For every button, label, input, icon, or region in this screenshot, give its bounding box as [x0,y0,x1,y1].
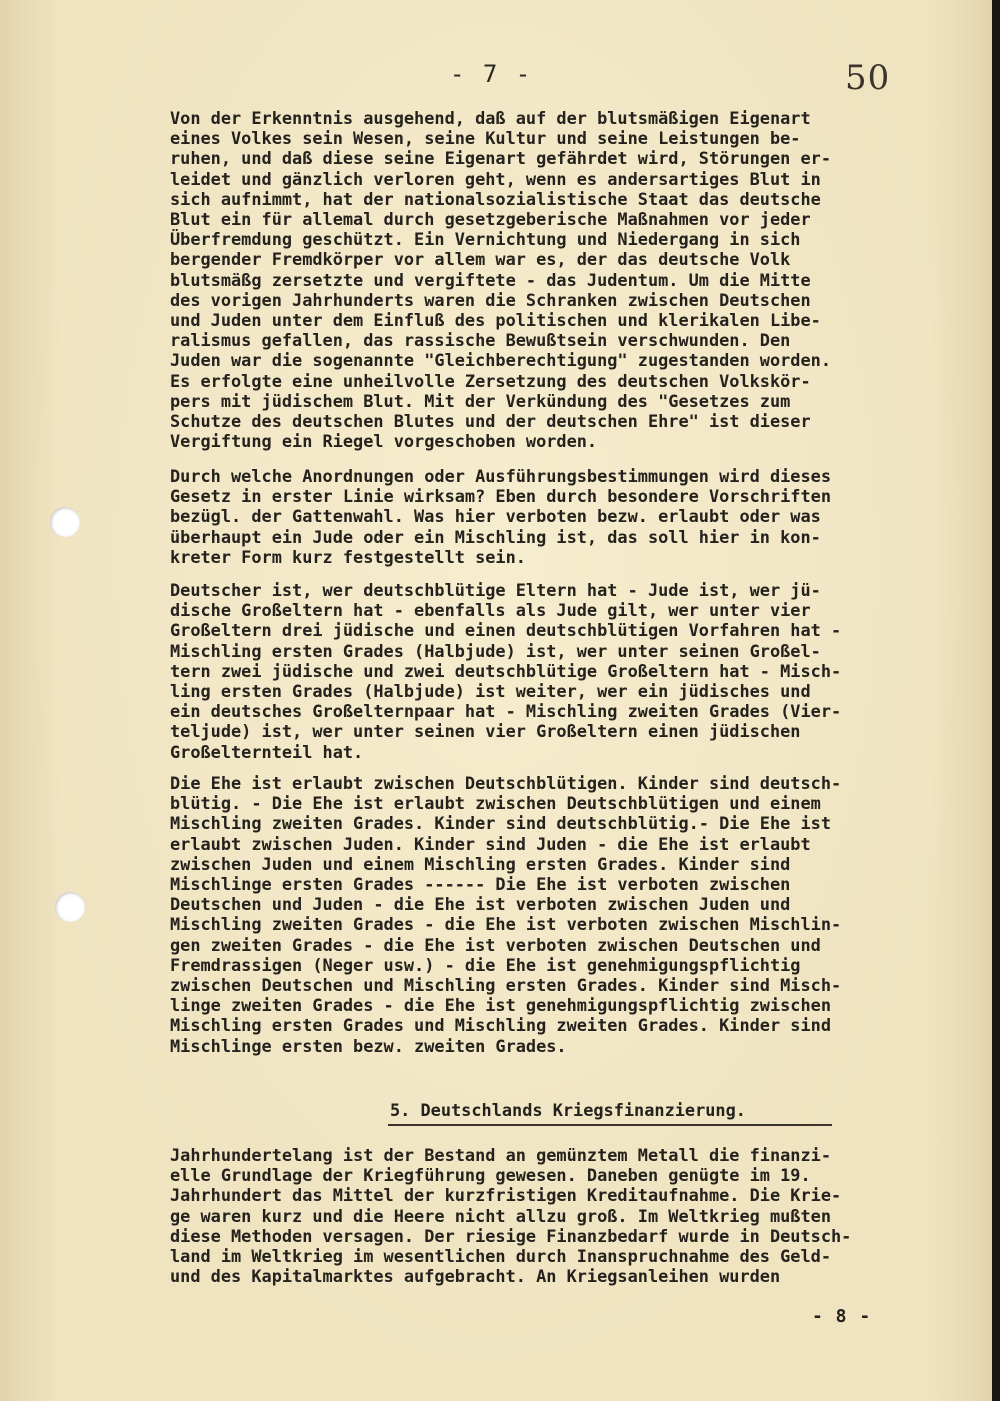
section-heading: 5. Deutschlands Kriegsfinanzierung. [390,1100,746,1120]
paragraph-blood-purity: Von der Erkenntnis ausgehend, daß auf der blutsmäßigen Eigenart eines Volkes sein Wesen, seine Kultur und seine Leistungen be- ruhen, und daß diese seine Eigenart gefährdet wird, Störungen er- leidet und gänzlich verloren geht, wenn es andersartiges Blut in sich aufnimmt, hat der nationalsozialistische Staat das deutsche Blut ein für allemal durch gesetzgeberische Maßnahmen vor jeder Überfremdung geschützt. Ein Vernichtung und Niedergang in sich bergender Fremdkörper vor allem war es, der das deutsche Volk blutsmäßg zersetzte und vergiftete - das Judentum. Um die Mitte des vorigen Jahrhunderts waren die Schranken zwischen Deutschen und Juden unter dem Einfluß des politischen und klerikalen Libe- ralismus gefallen, das rassische Bewußtsein verschwunden. Den Juden war die sogenannte "Gleichberechtigung" zugestanden worden. Es erfolgte eine unheilvolle Zersetzung des deutschen Volkskör- pers mit jüdischem Blut. Mit der Verkündung des "Gesetzes zum Schutze des deutschen Blutes und der deutschen Ehre" ist dieser Vergiftung ein Riegel vorgeschoben worden. [170,108,831,452]
punch-hole [50,507,80,537]
paragraph-war-financing: Jahrhundertelang ist der Bestand an gemünztem Metall die finanzi- elle Grundlage der Kriegführung gewesen. Daneben genügte im 19. Jahrhundert das Mittel der kurzfristigen Kreditaufnahme. Die Krie- ge waren kurz und die Heere nicht allzu groß. Im Weltkrieg mußten diese Methoden versagen. Der riesige Finanzbedarf wurde in Deutsch- land im Weltkrieg im wesentlichen durch Inanspruchnahme des Geld- und des Kapitalmarktes aufgebracht. An Kriegsanleihen wurden [170,1145,852,1287]
heading-underline [388,1124,832,1126]
page-number: - 7 - [450,60,533,88]
archive-folio-number: 50 [845,58,891,98]
paragraph-marriage-rules: Die Ehe ist erlaubt zwischen Deutschblütigen. Kinder sind deutsch- blütig. - Die Ehe ist erlaubt zwischen Deutschblütigen und einem Mischling zweiten Grades. Kinder sind deutschblütig.- Die Ehe ist erlaubt zwischen Juden. Kinder sind Juden - die Ehe ist erlaubt zwischen Juden und einem Mischling ersten Grades. Kinder sind Mischlinge ersten Grades ------ Die Ehe ist verboten zwischen Deutschen und Juden - die Ehe ist verboten zwischen Juden und Mischling zweiten Grades - die Ehe ist verboten zwischen Mischlin- gen zweiten Grades - die Ehe ist verboten zwischen Deutschen und Fremdrassigen (Neger usw.) - die Ehe ist genehmigungspflichtig zwischen Deutschen und Mischling ersten Grades. Kinder sind Misch- linge zweiten Grades - die Ehe ist genehmigungspflichtig zwischen Mischling ersten Grades und Mischling zweiten Grades. Kinder sind Mischlinge ersten bezw. zweiten Grades. [170,773,842,1056]
continuation-marker: - 8 - [812,1306,872,1327]
paragraph-regulations: Durch welche Anordnungen oder Ausführungsbestimmungen wird dieses Gesetz in erster Linie wirksam? Eben durch besondere Vorschriften bezügl. der Gattenwahl. Was hier verboten bezw. erlaubt oder was überhaupt ein Jude oder ein Mischling ist, das soll hier in kon- kreter Form kurz festgestellt sein. [170,466,831,567]
punch-hole [55,892,85,922]
paragraph-definitions: Deutscher ist, wer deutschblütige Eltern hat - Jude ist, wer jü- dische Großeltern hat - ebenfalls als Jude gilt, wer unter vier Großeltern drei jüdische und einen deutschblütigen Vorfahren hat - Mischling ersten Grades (Halbjude) ist, wer unter seinen Großel- tern zwei jüdische und zwei deutschblütige Großeltern hat - Misch- ling ersten Grades (Halbjude) ist weiter, wer ein jüdisches und ein deutsches Großelternpaar hat - Mischling zweiten Grades (Vier- teljude) ist, wer unter seinen vier Großeltern einen jüdischen Großelternteil hat. [170,580,842,762]
